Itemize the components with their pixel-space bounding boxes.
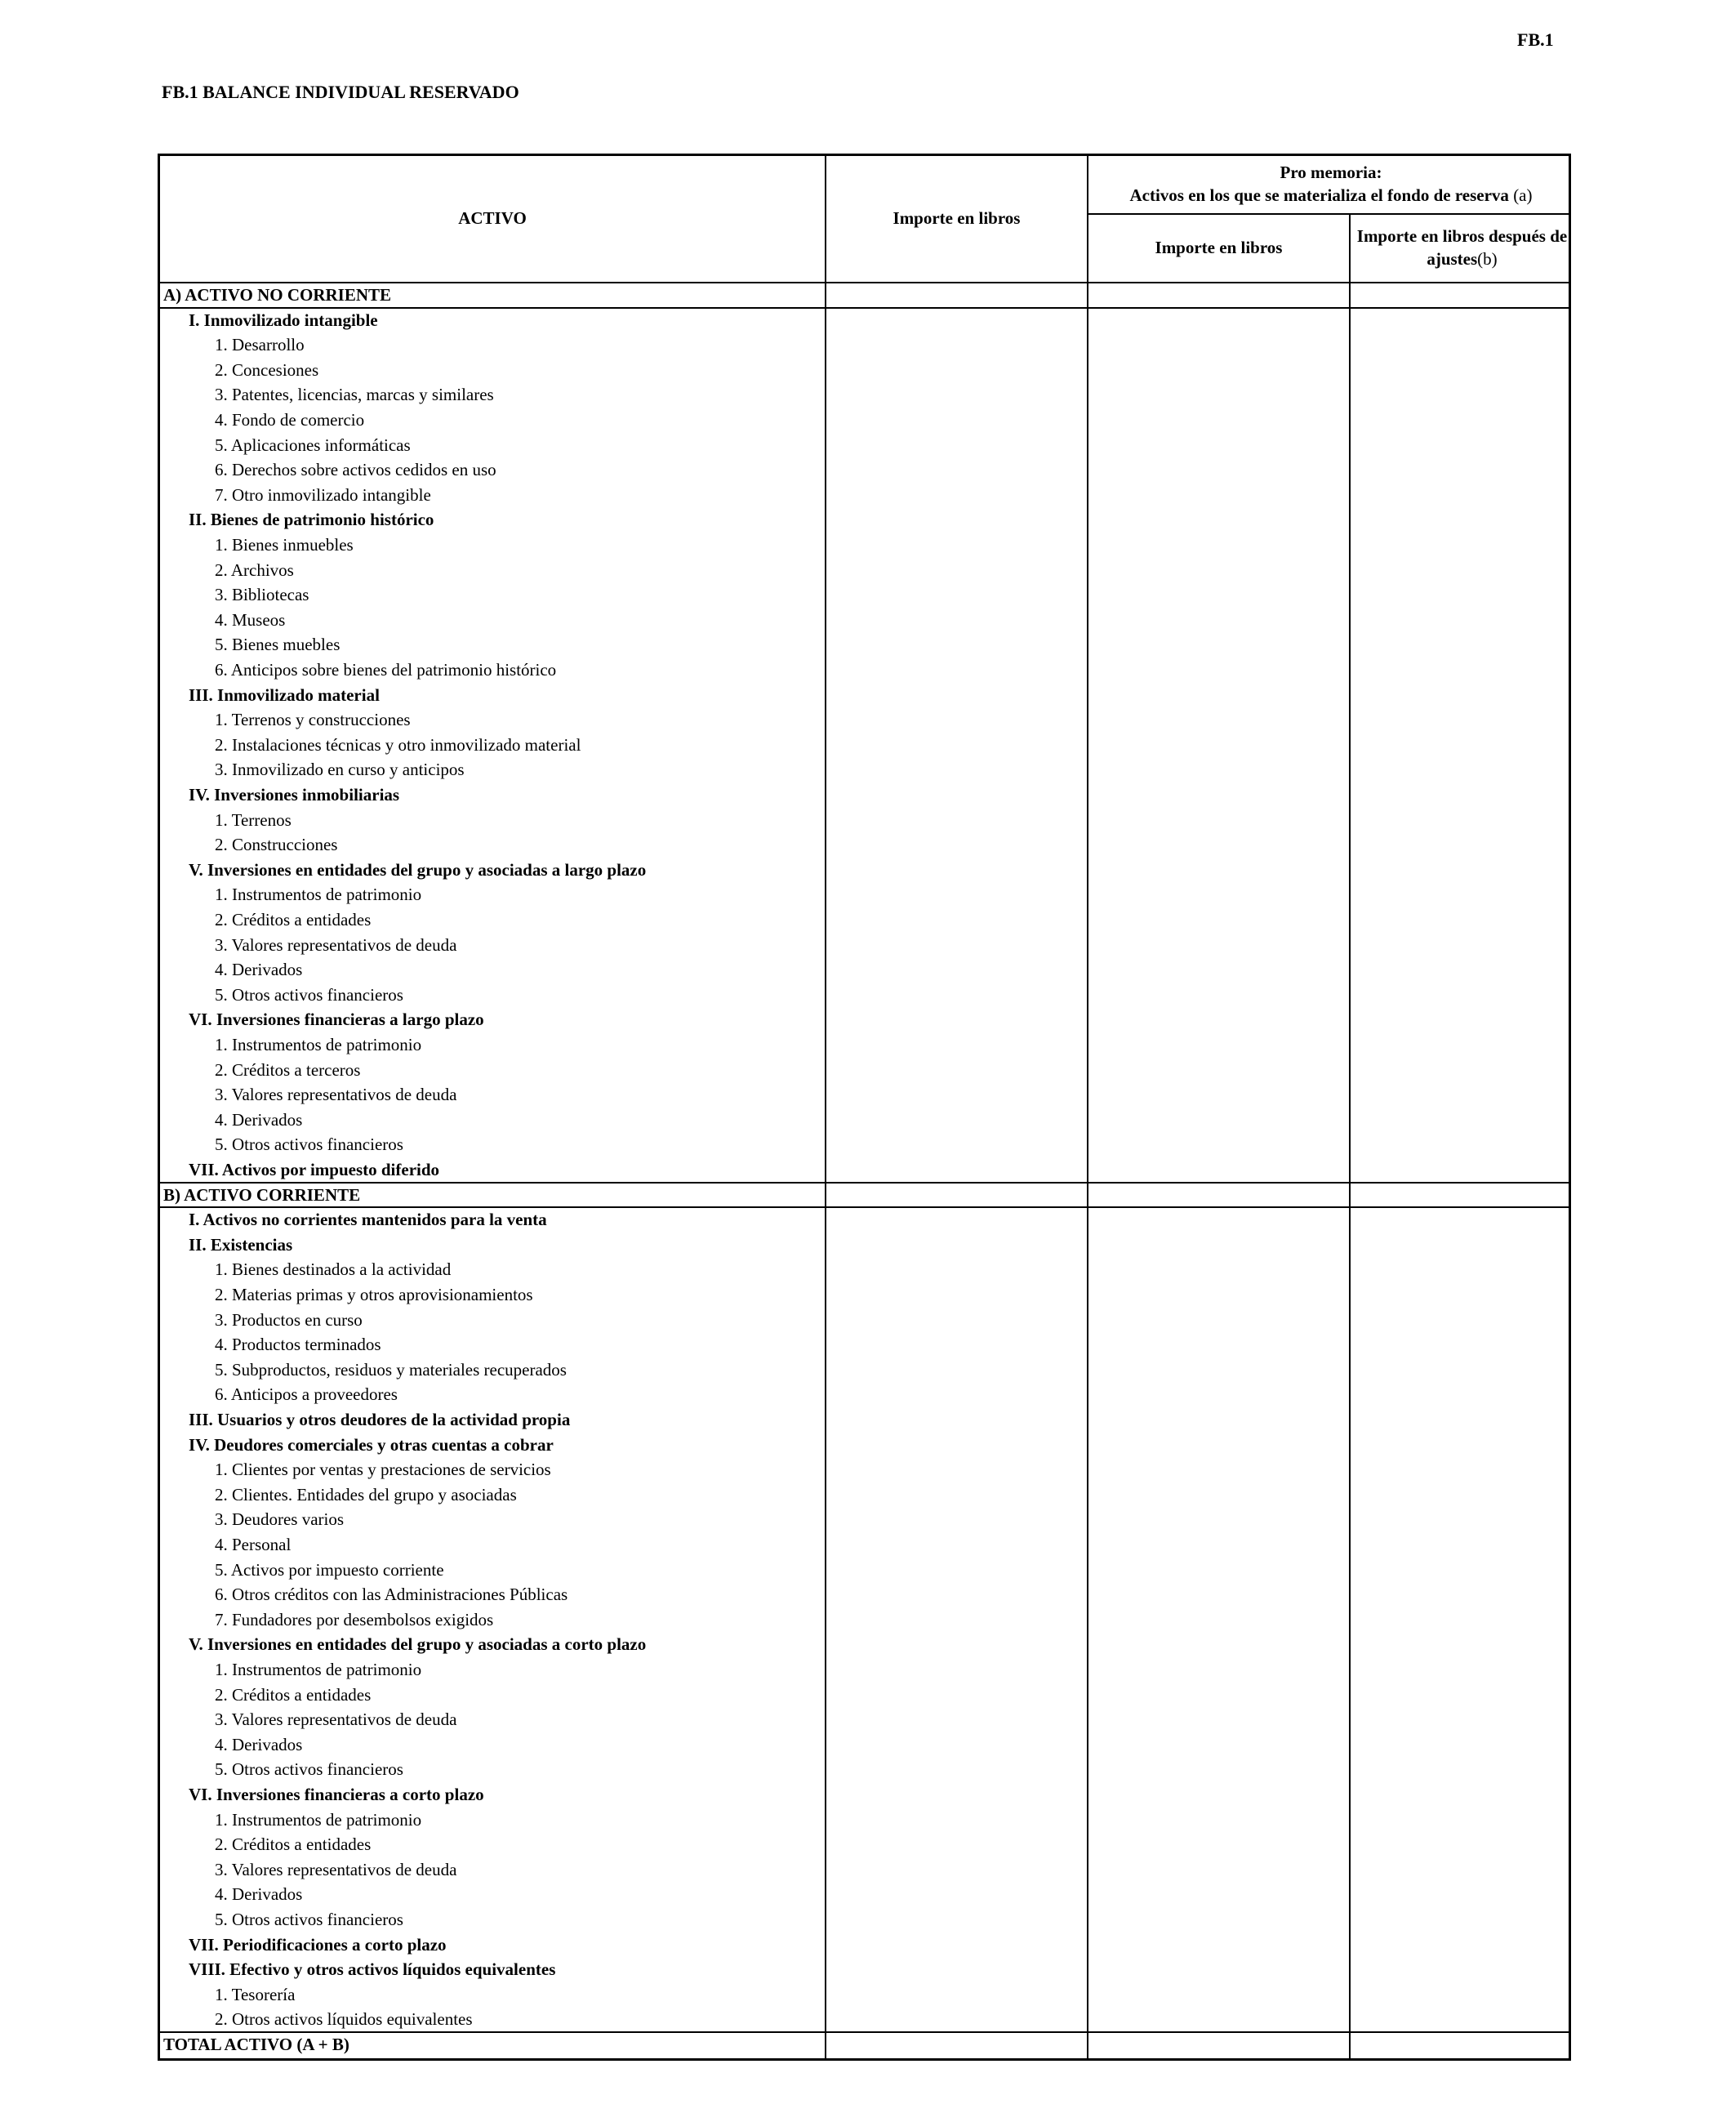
header-divider <box>1088 213 1569 215</box>
item-row: 1. Terrenos y construcciones <box>215 710 411 730</box>
item-row: 1. Tesorería <box>215 1984 296 2004</box>
item-row: 2. Créditos a entidades <box>215 910 372 929</box>
pro-memoria-label: Pro memoria: <box>1280 163 1382 182</box>
group-row: II. Existencias <box>189 1234 293 1255</box>
header-importe-libros: Importe en libros <box>892 208 1021 228</box>
group-row: IV. Deudores comerciales y otras cuentas a cobrar <box>189 1434 554 1455</box>
group-row: IV. Inversiones inmobiliarias <box>189 785 400 805</box>
item-row: 2. Archivos <box>215 559 294 580</box>
section-row: A) ACTIVO NO CORRIENTE <box>163 285 392 305</box>
item-row: 5. Otros activos financieros <box>215 1910 403 1929</box>
pro-memoria-text: Activos en los que se materializa el fondo de reserva <box>1129 185 1509 205</box>
column-divider <box>825 156 826 2058</box>
section-divider <box>160 307 1569 309</box>
item-row: 1. Terrenos <box>215 809 292 830</box>
item-row: 3. Patentes, licencias, marcas y similares <box>215 385 494 405</box>
item-row: 3. Valores representativos de deuda <box>215 934 457 955</box>
item-row: 4. Fondo de comercio <box>215 410 365 430</box>
column-divider <box>1087 156 1088 2058</box>
item-row: 5. Activos por impuesto corriente <box>215 1559 444 1580</box>
item-row: 6. Otros créditos con las Administraciones Públicas <box>215 1585 568 1605</box>
group-row: III. Usuarios y otros deudores de la actividad propia <box>189 1410 571 1429</box>
item-row: 5. Aplicaciones informáticas <box>215 435 411 455</box>
item-row: 1. Bienes destinados a la actividad <box>215 1259 452 1280</box>
item-row: 1. Desarrollo <box>215 335 305 355</box>
group-row: VI. Inversiones financieras a largo plazo <box>189 1010 484 1030</box>
item-row: 6. Anticipos sobre bienes del patrimonio histórico <box>215 660 557 680</box>
item-row: 3. Productos en curso <box>215 1309 363 1330</box>
item-row: 2. Otros activos líquidos equivalentes <box>215 2009 473 2030</box>
group-row: I. Activos no corrientes mantenidos para la venta <box>189 1210 547 1230</box>
item-row: 4. Productos terminados <box>215 1335 381 1355</box>
item-row: 1. Bienes inmuebles <box>215 535 354 555</box>
item-row: 3. Valores representativos de deuda <box>215 1859 457 1879</box>
footnote-b: (b) <box>1477 249 1498 269</box>
subheader-ajustes-text: ajustes <box>1427 249 1478 269</box>
item-row: 6. Derechos sobre activos cedidos en uso <box>215 460 496 480</box>
group-row: VI. Inversiones financieras a corto plazo <box>189 1785 484 1804</box>
item-row: 2. Créditos a terceros <box>215 1059 361 1080</box>
group-row: III. Inmovilizado material <box>189 684 380 705</box>
section-divider <box>160 1182 1569 1184</box>
item-row: 5. Bienes muebles <box>215 635 341 655</box>
header-pro-memoria <box>1088 161 1574 207</box>
pro-memoria-description <box>1088 184 1574 207</box>
group-row: VII. Activos por impuesto diferido <box>189 1160 440 1179</box>
item-row: 6. Anticipos a proveedores <box>215 1384 398 1405</box>
subheader-importe-libros: Importe en libros <box>1155 238 1283 257</box>
group-row: V. Inversiones en entidades del grupo y asociadas a largo plazo <box>189 859 647 880</box>
item-row: 5. Otros activos financieros <box>215 984 403 1005</box>
item-row: 2. Créditos a entidades <box>215 1684 372 1705</box>
item-row: 3. Bibliotecas <box>215 585 309 605</box>
header-activo: ACTIVO <box>458 208 527 228</box>
item-row: 4. Derivados <box>215 1884 303 1905</box>
item-row: 1. Instrumentos de patrimonio <box>215 1035 422 1054</box>
group-row: VII. Periodificaciones a corto plazo <box>189 1934 447 1955</box>
item-row: 3. Valores representativos de deuda <box>215 1085 457 1105</box>
item-row: 4. Derivados <box>215 960 303 980</box>
item-row: 1. Instrumentos de patrimonio <box>215 885 422 905</box>
group-row: I. Inmovilizado intangible <box>189 310 378 330</box>
page-title: FB.1 BALANCE INDIVIDUAL RESERVADO <box>162 82 519 102</box>
item-row: 1. Instrumentos de patrimonio <box>215 1809 422 1830</box>
balance-table <box>158 154 1571 2061</box>
item-row: 1. Clientes por ventas y prestaciones de servicios <box>215 1460 551 1480</box>
item-row: 4. Derivados <box>215 1734 303 1754</box>
section-divider <box>160 2031 1569 2033</box>
item-row: 2. Instalaciones técnicas y otro inmovilizado material <box>215 734 581 755</box>
section-row: B) ACTIVO CORRIENTE <box>163 1184 361 1205</box>
item-row: 3. Inmovilizado en curso y anticipos <box>215 760 465 780</box>
group-row: VIII. Efectivo y otros activos líquidos equivalentes <box>189 1959 556 1980</box>
column-divider <box>1349 213 1351 2058</box>
subheader-importe-despues-ajustes <box>1351 225 1574 270</box>
item-row: 3. Deudores varios <box>215 1509 345 1530</box>
item-row: 4. Derivados <box>215 1109 303 1130</box>
section-divider <box>160 282 1569 283</box>
subheader-line2 <box>1351 247 1574 270</box>
group-row: V. Inversiones en entidades del grupo y asociadas a corto plazo <box>189 1634 647 1655</box>
section-divider <box>160 1206 1569 1208</box>
item-row: 5. Otros activos financieros <box>215 1135 403 1155</box>
item-row: 2. Clientes. Entidades del grupo y asociadas <box>215 1484 517 1505</box>
item-row: 7. Otro inmovilizado intangible <box>215 484 431 505</box>
group-row: II. Bienes de patrimonio histórico <box>189 510 434 530</box>
item-row: 2. Materias primas y otros aprovisionamientos <box>215 1285 533 1304</box>
item-row: 1. Instrumentos de patrimonio <box>215 1660 422 1679</box>
item-row: 4. Personal <box>215 1535 292 1554</box>
item-row: 7. Fundadores por desembolsos exigidos <box>215 1609 494 1629</box>
item-row: 2. Construcciones <box>215 835 338 855</box>
item-row: 2. Concesiones <box>215 359 319 380</box>
item-row: 4. Museos <box>215 609 286 630</box>
footnote-a: (a) <box>1513 185 1533 205</box>
item-row: 5. Subproductos, residuos y materiales recuperados <box>215 1359 567 1380</box>
item-row: 3. Valores representativos de deuda <box>215 1710 457 1730</box>
item-row: 5. Otros activos financieros <box>215 1759 403 1780</box>
page-code: FB.1 <box>1517 29 1554 50</box>
item-row: 2. Créditos a entidades <box>215 1834 372 1855</box>
subheader-line1: Importe en libros después de <box>1356 226 1568 246</box>
section-row: TOTAL ACTIVO (A + B) <box>163 2035 349 2054</box>
